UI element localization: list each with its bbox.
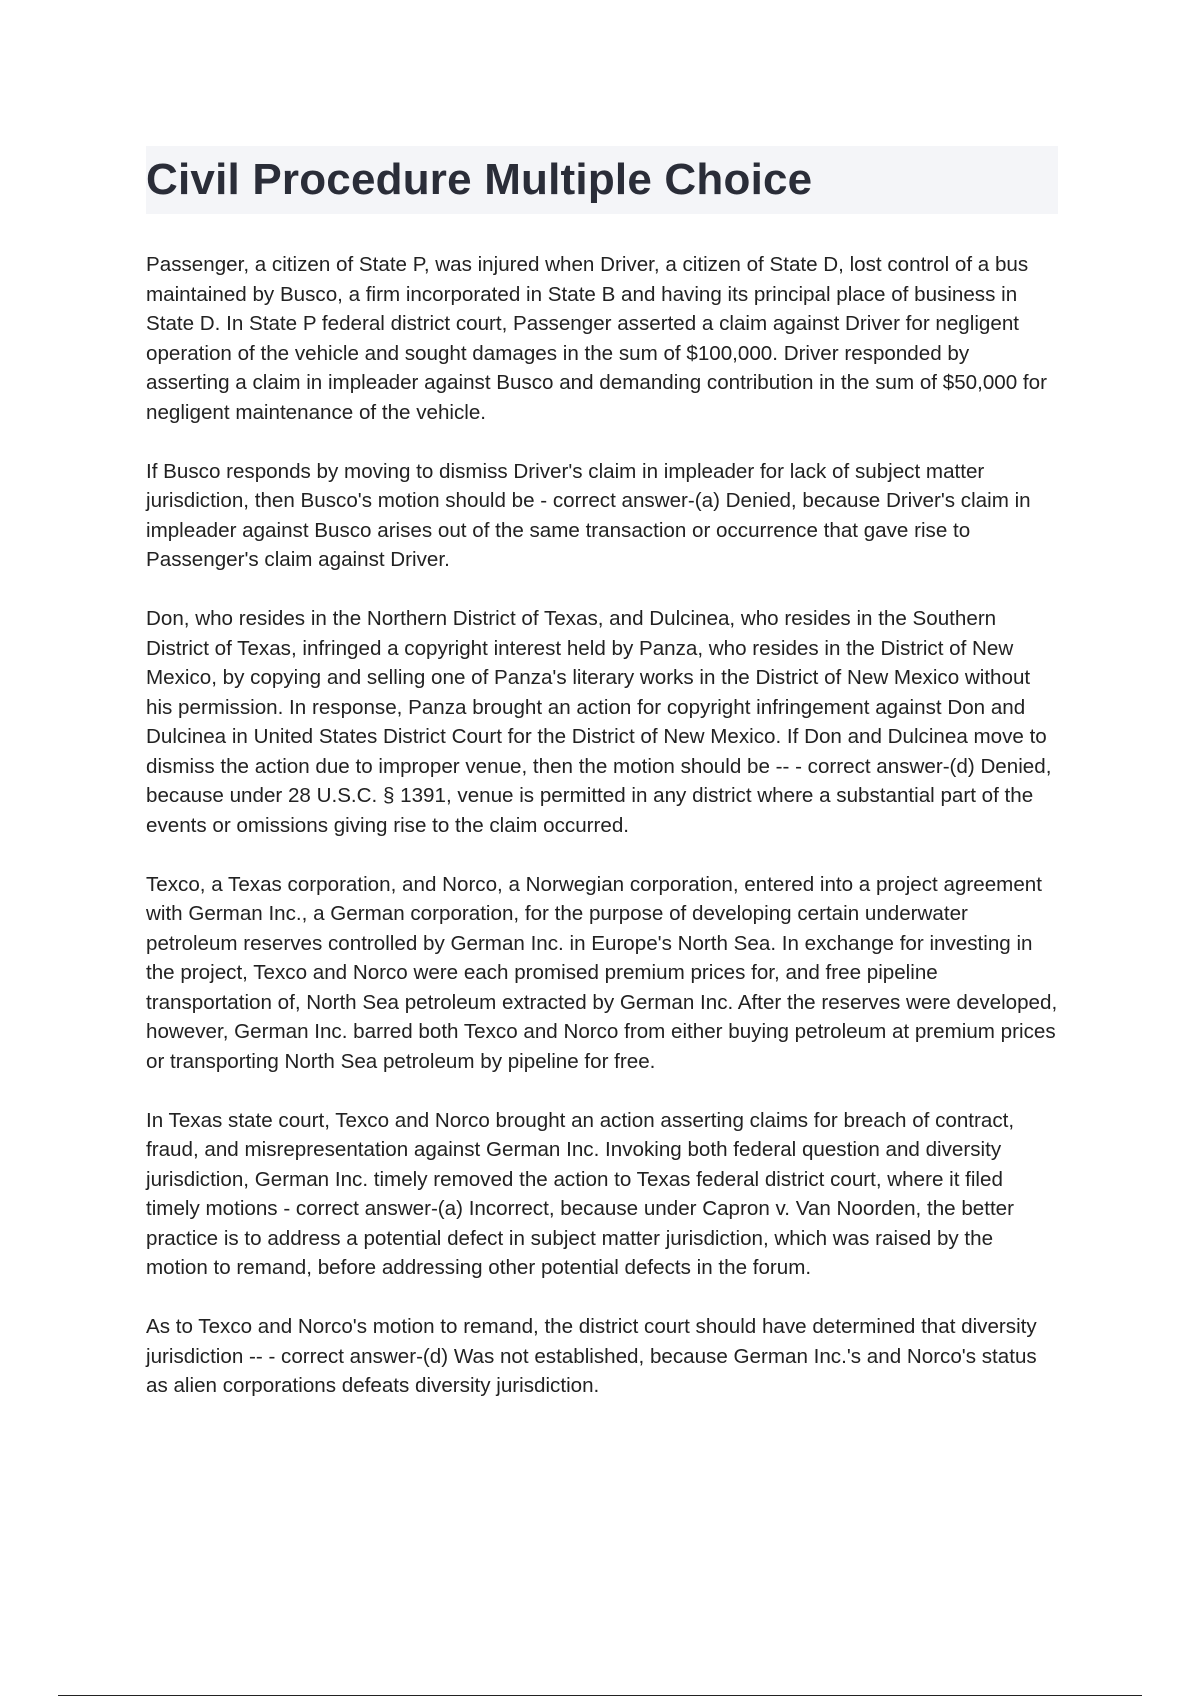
paragraph-remand-question: As to Texco and Norco's motion to remand, the district court should have determined that diversity jurisdiction -- - correct answer-(d) Was not established, because German Inc.'s and Norco's status as alien corporations defeats diversity jurisdiction. — [146, 1315, 1037, 1397]
document-page — [146, 146, 1058, 1430]
paragraph-removal-question: In Texas state court, Texco and Norco brought an action asserting claims for breach of contract, fraud, and misrepresentation against German Inc. Invoking both federal question and diversity jurisdiction, German Inc. timely removed the action to Texas federal district court, where it filed timely motions - correct answer-(a) Incorrect, because under Capron v. Van Noorden, the better practice is to address a potential defect in subject matter jurisdiction, which was raised by the motion to remand, before addressing other potential defects in the forum. — [146, 1108, 1015, 1279]
document-title: Civil Procedure Multiple Choice — [146, 155, 813, 204]
paragraph-passenger-facts: Passenger, a citizen of State P, was injured when Driver, a citizen of State D, lost control of a bus maintained by Busco, a firm incorporated in State B and having its principal place of business in State D. In State P federal district court, Passenger asserted a claim against Driver for negligent operation of the vehicle and sought damages in the sum of $100,000. Driver responded by asserting a claim in impleader against Busco and demanding contribution in the sum of $50,000 for negligent maintenance of the vehicle. — [146, 253, 1047, 424]
title-banner — [146, 146, 1058, 214]
paragraph-texco-facts: Texco, a Texas corporation, and Norco, a Norwegian corporation, entered into a project agreement with German Inc., a German corporation, for the purpose of developing certain underwater petroleum reserves controlled by German Inc. in Europe's North Sea. In exchange for investing in the project, Texco and Norco were each promised premium prices for, and free pipeline transportation of, North Sea petroleum extracted by German Inc. After the reserves were developed, however, German Inc. barred both Texco and Norco from either buying petroleum at premium prices or transporting North Sea petroleum by pipeline for free. — [146, 872, 1058, 1073]
paragraph-busco-motion: If Busco responds by moving to dismiss Driver's claim in impleader for lack of subject matter jurisdiction, then Busco's motion should be - correct answer-(a) Denied, because Driver's claim in impleader against Busco arises out of the same transaction or occurrence that gave rise to Passenger's claim against Driver. — [146, 459, 1031, 571]
footer-divider — [58, 1695, 1142, 1696]
paragraph-venue-question: Don, who resides in the Northern District of Texas, and Dulcinea, who resides in the Southern District of Texas, infringed a copyright interest held by Panza, who resides in the District of New Mexico, by copying and selling one of Panza's literary works in the District of New Mexico without his permission. In response, Panza brought an action for copyright infringement against Don and Dulcinea in United States District Court for the District of New Mexico. If Don and Dulcinea move to dismiss the action due to improper venue, then the motion should be -- - correct answer-(d) Denied, because under 28 U.S.C. § 1391, venue is permitted in any district where a substantial part of the events or omissions giving rise to the claim occurred. — [146, 607, 1052, 837]
